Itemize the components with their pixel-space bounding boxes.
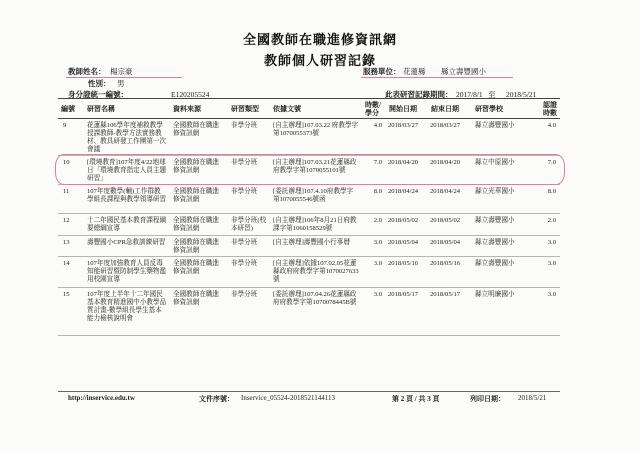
header-no: 編號 [58, 99, 84, 119]
credit-hours: 3.0 [528, 288, 560, 336]
row-no: 11 [58, 185, 84, 214]
hours: 3.0 [362, 236, 386, 257]
course-name: [環境教育]107年度4/22地球日「環境教育指定人員主題研習」 [84, 156, 170, 185]
course-name: 花蓮縣106學年度補救教學授課教師-教學方法實務教材、教具研發工作團第一次會議 [84, 119, 170, 156]
end-date: 2018/05/17 [428, 288, 472, 336]
course-school: 縣立壽豐國小 [472, 236, 528, 257]
service-unit-label: 服務單位： [363, 67, 401, 76]
basis-doc: [委託辦理]107.04.26花蓮縣政府府教學字第1070078445B號 [270, 288, 362, 336]
course-school: 縣立明廉國小 [472, 288, 528, 336]
basis-doc: [自主辦理]106年8月21日府教課字第1060158529號 [270, 214, 362, 236]
footer-divider [58, 391, 560, 392]
table-row [58, 257, 560, 288]
end-date: 2018/04/24 [428, 185, 472, 214]
credit-hours: 2.0 [528, 214, 560, 236]
table-row [58, 119, 560, 156]
doc-serial: Inservice_05524-2018521144113 [241, 394, 335, 402]
course-type: 非學分班 [228, 156, 270, 185]
teacher-name-label: 教師姓名： [68, 67, 106, 76]
start-date: 2018/05/02 [386, 214, 428, 236]
data-source: 全國教師在職進修資訊網 [170, 156, 228, 185]
end-date: 2018/03/27 [428, 119, 472, 156]
end-date: 2018/04/20 [428, 156, 472, 185]
doc-serial-label: 文件序號： [199, 395, 234, 403]
print-date: 2018/5/21 [518, 394, 547, 402]
course-school: 縣立中原國小 [472, 156, 528, 185]
row-no: 12 [58, 214, 84, 236]
credit-hours: 4.0 [528, 119, 560, 156]
credit-hours: 3.0 [528, 236, 560, 257]
end-date: 2018/05/04 [428, 236, 472, 257]
course-type: 非學分班 [228, 257, 270, 288]
id-number: E120205524 [171, 90, 210, 99]
gender-value: 男 [117, 79, 125, 88]
hours: 3.0 [362, 288, 386, 336]
end-date: 2018/05/16 [428, 257, 472, 288]
page-info: 第 2 頁 / 共 3 頁 [392, 395, 440, 403]
course-name: 107年度數學(輔)工作群教學組長課程與教學領導研習 [84, 185, 170, 214]
row-no: 10 [58, 156, 84, 185]
course-school: 縣立光華國小 [472, 185, 528, 214]
basis-doc: [自主辦理]依據107.02.05花蓮縣政府府教學字第1070027633號 [270, 257, 362, 288]
header-hours: 時數/學分 [365, 100, 381, 117]
course-name: 壽豐國小CPR急救訓練研習 [84, 236, 170, 257]
hours: 7.0 [362, 156, 386, 185]
header-credit-cell [528, 99, 560, 119]
hours: 8.0 [362, 185, 386, 214]
period-separator: 至 [488, 90, 496, 99]
data-source: 全國教師在職進修資訊網 [170, 288, 228, 336]
name-underline-annotation [66, 77, 182, 78]
basis-doc: [委託辦理]107.4.10府教學字第1070055546號函 [270, 185, 362, 214]
data-source: 全國教師在職進修資訊網 [170, 119, 228, 156]
start-date: 2018/05/04 [386, 236, 428, 257]
document-title: 全國教師在職進修資訊網 [242, 32, 397, 47]
period-end: 2018/5/21 [506, 90, 537, 99]
row-highlight-annotation [55, 154, 565, 185]
start-date: 2018/05/16 [386, 257, 428, 288]
header-type: 研習類型 [228, 99, 270, 119]
hours: 2.0 [362, 214, 386, 236]
credit-hours: 3.0 [528, 257, 560, 288]
service-unit-county: 花蓮縣 [403, 67, 426, 76]
unit-underline-annotation [361, 77, 513, 78]
service-unit-school: 縣立壽豐國小 [441, 67, 486, 76]
table-header-row [58, 99, 560, 119]
basis-doc: [自主辦理]107.03.22 府教學字第1070055373號 [270, 119, 362, 156]
table-row [58, 185, 560, 214]
hours: 4.0 [362, 119, 386, 156]
credit-hours: 7.0 [528, 156, 560, 185]
start-date: 2018/04/20 [386, 156, 428, 185]
course-school: 縣立壽豐國小 [472, 214, 528, 236]
course-type: 非學分班 [228, 288, 270, 336]
header-source: 資料來源 [170, 99, 228, 119]
id-label: 身分證統一編號： [68, 90, 128, 99]
document-subtitle: 教師個人研習記錄 [263, 53, 376, 68]
data-source: 全國教師在職進修資訊網 [170, 185, 228, 214]
course-school: 縣立壽豐國小 [472, 257, 528, 288]
period-label: 此表研習記錄期間： [385, 90, 453, 99]
header-name: 研習名稱 [84, 99, 170, 119]
data-source: 全國教師在職進修資訊網 [170, 257, 228, 288]
header-end: 結束日期 [428, 99, 472, 119]
hours: 3.0 [362, 257, 386, 288]
course-school: 縣立壽豐國小 [472, 119, 528, 156]
table-row [58, 214, 560, 236]
basis-doc: [自主辦理]107.03.21花蓮縣政府教學字第1070055101號 [270, 156, 362, 185]
course-type: 非學分班 [228, 185, 270, 214]
start-date: 2018/05/17 [386, 288, 428, 336]
site-url: http://inservice.edu.tw [68, 394, 135, 402]
table-row [58, 236, 560, 257]
header-start: 開始日期 [386, 99, 428, 119]
period-start: 2017/8/1 [456, 90, 483, 99]
gender-label: 性別： [88, 79, 111, 88]
header-basis: 依據文號 [270, 99, 362, 119]
records-table [58, 98, 560, 336]
credit-hours: 8.0 [528, 185, 560, 214]
end-date: 2018/05/02 [428, 214, 472, 236]
start-date: 2018/03/27 [386, 119, 428, 156]
basis-doc: [自主辦理]壽豐國小行事曆 [270, 236, 362, 257]
data-source: 全國教師在職進修資訊網 [170, 214, 228, 236]
header-hours-cell [362, 99, 386, 119]
start-date: 2018/04/24 [386, 185, 428, 214]
course-type: 非學分班 [228, 119, 270, 156]
print-date-label: 列印日期： [470, 395, 505, 403]
header-credit: 認證時數 [543, 100, 557, 117]
course-type: 非學分班(校本研習) [228, 214, 270, 236]
course-name: 107年度上半年十二年國民基本教育精進國中小教學品質計畫-數學組長學生基本能力檢核說明會 [84, 288, 170, 336]
teacher-name: 楊宗豪 [110, 67, 133, 76]
row-no: 14 [58, 257, 84, 288]
course-name: 十二年國民基本教育課程綱要總綱宣導 [84, 214, 170, 236]
row-no: 13 [58, 236, 84, 257]
course-type: 非學分班 [228, 236, 270, 257]
row-no: 15 [58, 288, 84, 336]
course-name: 107年度加強教育人員反毒知能研習暨防制學生藥物濫用校園宣導 [84, 257, 170, 288]
table-row [58, 288, 560, 336]
data-source: 全國教師在職進修資訊網 [170, 236, 228, 257]
row-no: 9 [58, 119, 84, 156]
header-school: 研習學校 [472, 99, 528, 119]
